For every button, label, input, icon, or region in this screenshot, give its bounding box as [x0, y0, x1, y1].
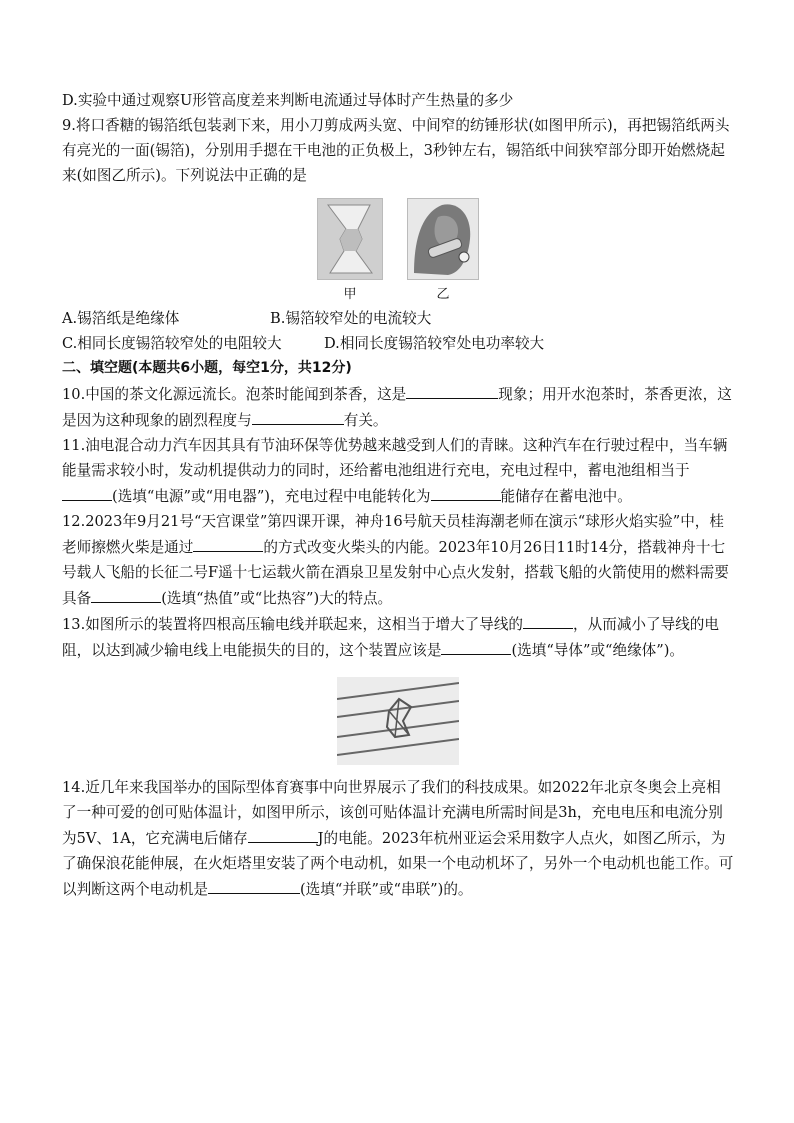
q9-option-d: D.相同长度锡箔较窄处电功率较大	[324, 335, 545, 352]
q13-part2: ，从而减小了导线的电阻，以达到减少输电线上电能损失的目的，这个装置应该是	[62, 616, 719, 659]
q13	[62, 611, 734, 663]
q11	[62, 433, 734, 509]
answer-blank[interactable]	[208, 876, 300, 894]
answer-blank[interactable]	[523, 611, 573, 629]
answer-blank[interactable]	[441, 637, 511, 655]
figure-yi	[407, 198, 479, 304]
q14-part1: 14.近几年来我国举办的国际型体育赛事中向世界展示了我们的科技成果。如2022年北京冬奥会上亮相了一种可爱的创可贴体温计，如图甲所示，该创可贴体温计充满电所需时间是3h，充电电压和电流分别为5V、1A，它充满电后储存	[62, 779, 723, 847]
q10-part2: 现象；用开水泡茶时，茶香更浓，这是因为这种现象的剧烈程度与	[62, 386, 732, 429]
q9-options-row1	[62, 306, 734, 331]
q12	[62, 509, 734, 611]
answer-blank[interactable]	[91, 585, 161, 603]
answer-blank[interactable]	[431, 483, 501, 501]
q9-option-b: B.锡箔较窄处的电流较大	[270, 310, 432, 327]
q14	[62, 775, 734, 902]
q14-part3: (选填“并联”或“串联”)的。	[299, 881, 473, 898]
q10	[62, 381, 734, 433]
q13-part1: 13.如图所示的装置将四根高压输电线并联起来，这相当于增大了导线的	[62, 616, 524, 633]
q12-part1: 12.2023年9月21号“天宫课堂”第四课开课，神舟16号航天员桂海潮老师在演示“球形火焰实验”中，桂老师擦燃火柴是通过	[62, 513, 724, 556]
q9-stem: 9.将口香糖的锡箔纸包装剥下来，用小刀剪成两头宽、中间窄的纺锤形状(如图甲所示)，再把锡箔纸两头有亮光的一面(锡箔)，分别用手摁在干电池的正负极上，3秒钟左右，锡箔纸中间狭窄部分即开始燃烧起来(如图乙所示)。下列说法中正确的是	[62, 117, 730, 184]
q13-part3: (选填“导体”或“绝缘体”)。	[511, 642, 685, 659]
power-lines-spacer-image	[337, 677, 459, 765]
foil-strip-image	[317, 198, 383, 280]
q11-part1: 11.油电混合动力汽车因其具有节油环保等优势越来越受到人们的青睐。这种汽车在行驶过程中，当车辆能量需求较小时，发动机提供动力的同时，还给蓄电池组进行充电，充电过程中，蓄电池组相当于	[62, 437, 728, 479]
figure-yi-caption: 乙	[436, 287, 450, 302]
answer-blank[interactable]	[248, 825, 318, 843]
answer-blank[interactable]	[62, 483, 112, 501]
prev-option-d: D.实验中通过观察U形管高度差来判断电流通过导体时产生热量的多少	[62, 92, 514, 109]
answer-blank[interactable]	[406, 381, 498, 399]
q12-part3: (选填“热值”或“比热容”)大的特点。	[161, 590, 393, 607]
q9-option-a: A.锡箔纸是绝缘体	[62, 310, 180, 327]
q10-part3: 有关。	[343, 412, 388, 429]
q14-part2: J的电能。2023年杭州亚运会采用数字人点火，如图乙所示，为了确保浪花能伸展，在火炬塔里安装了两个电动机，如果一个电动机坏了，另外一个电动机也能工作。可以判断这两个电动机是	[62, 830, 734, 898]
answer-blank[interactable]	[193, 534, 263, 552]
exam-page	[62, 88, 734, 902]
q11-part3: 能储存在蓄电池中。	[500, 488, 632, 505]
q12-part2: 的方式改变火柴头的内能。2023年10月26日11时14分，搭载神舟十七号载人飞船的长征二号F遥十七运载火箭在酒泉卫星发射中心点火发射，搭载飞船的火箭使用的燃料需要具备	[62, 539, 729, 607]
battery-burning-image	[407, 198, 479, 280]
section-heading-fill-in: 二、填空题(本题共6小题，每空1分，共12分)	[62, 360, 352, 376]
answer-blank[interactable]	[252, 407, 344, 425]
q11-part2: (选填“电源”或“用电器”)，充电过程中电能转化为	[112, 488, 431, 505]
q9-options-row2	[62, 331, 734, 356]
figure-jia-caption: 甲	[343, 287, 357, 302]
q9-figures	[62, 198, 734, 304]
q13-figure	[62, 677, 734, 765]
figure-jia	[317, 198, 383, 304]
q10-part1: 10.中国的茶文化源远流长。泡茶时能闻到茶香，这是	[62, 386, 407, 403]
q9-option-c: C.相同长度锡箔较窄处的电阻较大	[62, 335, 282, 352]
